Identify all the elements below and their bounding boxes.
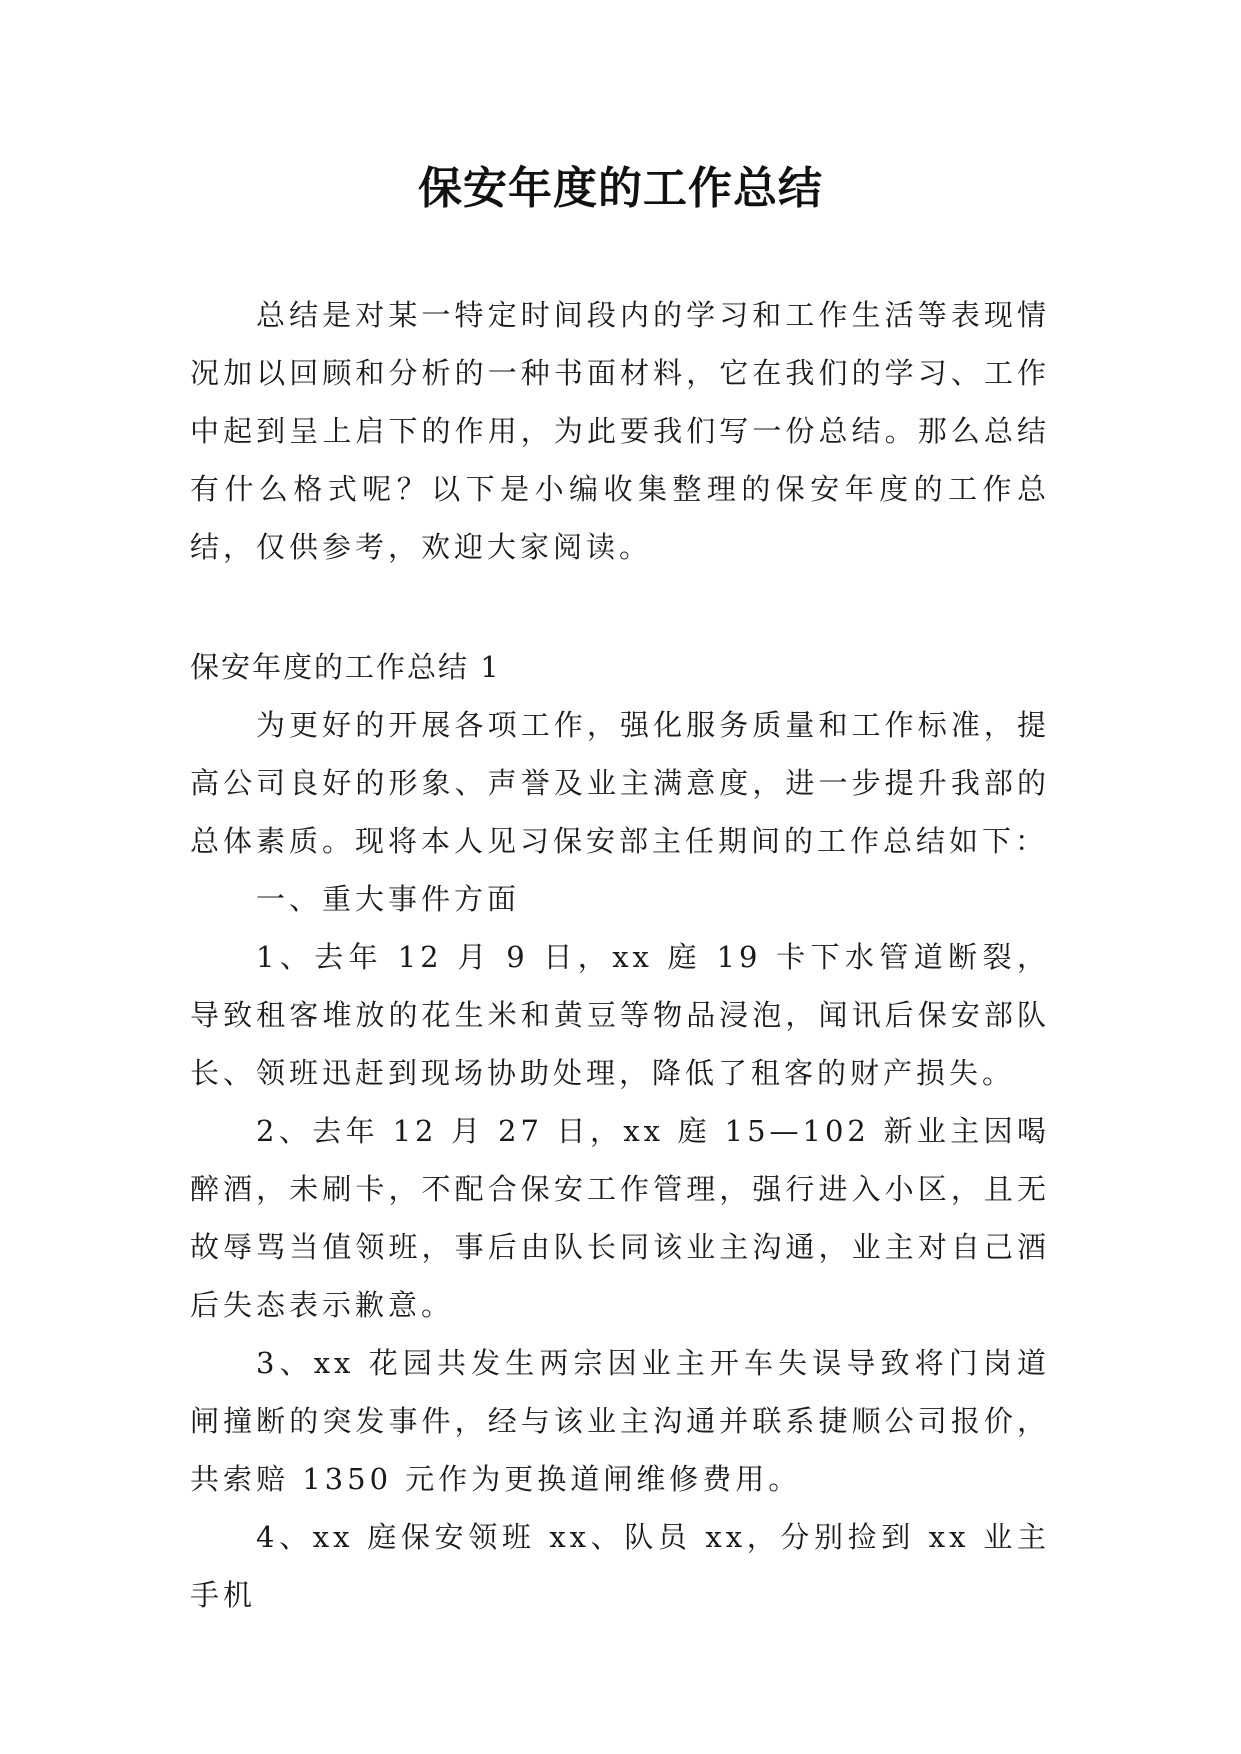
body-paragraph: 为更好的开展各项工作，强化服务质量和工作标准，提高公司良好的形象、声誉及业主满意度，进一步提升我部的总体素质。现将本人见习保安部主任期间的工作总结如下：	[190, 708, 1050, 858]
section-heading: 保安年度的工作总结 1	[190, 650, 501, 684]
body-paragraph: 3、xx 花园共发生两宗因业主开车失误导致将门岗道闸撞断的突发事件，经与该业主沟通并联系捷顺公司报价，共索赔 1350 元作为更换道闸维修费用。	[190, 1346, 1050, 1496]
body-paragraph: 1、去年 12 月 9 日，xx 庭 19 卡下水管道断裂，导致租客堆放的花生米和黄豆等物品浸泡，闻讯后保安部队长、领班迅赶到现场协助处理，降低了租客的财产损失。	[190, 940, 1050, 1090]
intro-paragraph: 总结是对某一特定时间段内的学习和工作生活等表现情况加以回顾和分析的一种书面材料，它在我们的学习、工作中起到呈上启下的作用，为此要我们写一份总结。那么总结有什么格式呢？以下是小编收集整理的保安年度的工作总结，仅供参考，欢迎大家阅读。	[190, 298, 1050, 564]
body-paragraph: 4、xx 庭保安领班 xx、队员 xx，分别捡到 xx 业主手机	[190, 1520, 1050, 1612]
main-section	[190, 638, 1050, 1624]
intro-section	[190, 286, 1050, 576]
subheading-major-events: 一、重大事件方面	[256, 882, 521, 916]
body-paragraph: 2、去年 12 月 27 日，xx 庭 15—102 新业主因喝醉酒，未刷卡，不配合保安工作管理，强行进入小区，且无故辱骂当值领班，事后由队长同该业主沟通，业主对自己酒后失态表示歉意。	[190, 1114, 1050, 1322]
document-title: 保安年度的工作总结	[418, 163, 823, 214]
